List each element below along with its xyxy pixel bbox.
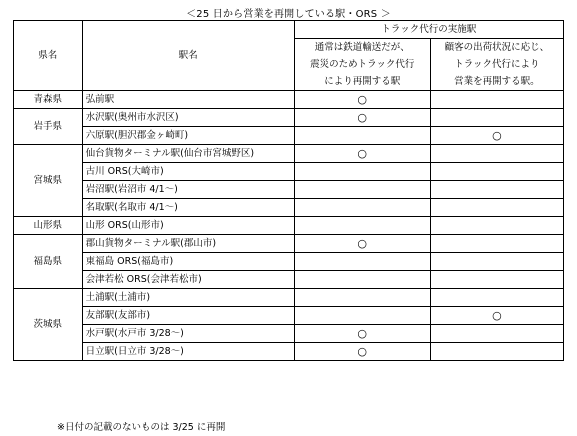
station-name-cell: 仙台貨物ターミナル駅(仙台市宮城野区) <box>82 145 294 163</box>
station-name-cell: 名取駅(名取市 4/1～) <box>82 199 294 217</box>
rail-disaster-mark-cell <box>294 271 430 289</box>
table-row <box>14 163 564 181</box>
table-row <box>14 235 564 253</box>
rail-disaster-mark-cell <box>294 181 430 199</box>
prefecture-cell: 山形県 <box>14 217 83 235</box>
rail-disaster-mark-cell <box>294 253 430 271</box>
rail-disaster-mark-cell: ○ <box>294 109 430 127</box>
rail-disaster-header-line: 通常は鉄道輸送だが、 <box>314 42 410 53</box>
station-table <box>13 20 564 361</box>
rail-disaster-mark-cell <box>294 289 430 307</box>
rail-disaster-header <box>294 39 430 91</box>
station-name-cell: 水戸駅(水戸市 3/28～) <box>82 325 294 343</box>
table-row <box>14 307 564 325</box>
customer-demand-mark-cell <box>430 343 563 361</box>
customer-demand-header <box>430 39 563 91</box>
rail-disaster-header-line: により再開する駅 <box>324 76 401 87</box>
prefecture-header: 県名 <box>14 21 83 91</box>
rail-disaster-mark-cell: ○ <box>294 343 430 361</box>
customer-demand-mark-cell: ○ <box>430 307 563 325</box>
customer-demand-mark-cell <box>430 181 563 199</box>
table-row <box>14 325 564 343</box>
customer-demand-header-line: トラック代行により <box>454 59 540 70</box>
prefecture-cell: 宮城県 <box>14 145 83 217</box>
station-name-cell: 古川 ORS(大崎市) <box>82 163 294 181</box>
station-name-cell: 水沢駅(奥州市水沢区) <box>82 109 294 127</box>
rail-disaster-mark-cell: ○ <box>294 91 430 109</box>
station-table-body <box>14 91 564 361</box>
rail-disaster-mark-cell <box>294 163 430 181</box>
table-row <box>14 181 564 199</box>
page-title: ＜25 日から営業を再開している駅・ORS ＞ <box>186 9 391 20</box>
station-name-cell: 日立駅(日立市 3/28～) <box>82 343 294 361</box>
station-name-cell: 岩沼駅(岩沼市 4/1～) <box>82 181 294 199</box>
customer-demand-mark-cell: ○ <box>430 127 563 145</box>
station-name-cell: 郡山貨物ターミナル駅(郡山市) <box>82 235 294 253</box>
customer-demand-mark-cell <box>430 271 563 289</box>
table-row <box>14 91 564 109</box>
table-row <box>14 199 564 217</box>
table-row <box>14 271 564 289</box>
prefecture-cell: 福島県 <box>14 235 83 289</box>
station-name-cell: 会津若松 ORS(会津若松市) <box>82 271 294 289</box>
customer-demand-header-line: 営業を再開する駅。 <box>454 76 540 87</box>
customer-demand-mark-cell <box>430 199 563 217</box>
table-row <box>14 217 564 235</box>
rail-disaster-mark-cell <box>294 199 430 217</box>
station-name-cell: 山形 ORS(山形市) <box>82 217 294 235</box>
table-row <box>14 343 564 361</box>
customer-demand-mark-cell <box>430 253 563 271</box>
customer-demand-mark-cell <box>430 235 563 253</box>
rail-disaster-header-line: 震災のためトラック代行 <box>310 59 415 70</box>
station-name-cell: 土浦駅(土浦市) <box>82 289 294 307</box>
station-name-cell: 友部駅(友部市) <box>82 307 294 325</box>
station-name-cell: 六原駅(胆沢郡金ヶ崎町) <box>82 127 294 145</box>
table-row <box>14 109 564 127</box>
rail-disaster-mark-cell <box>294 127 430 145</box>
prefecture-cell: 岩手県 <box>14 109 83 145</box>
station-header: 駅名 <box>82 21 294 91</box>
rail-disaster-mark-cell: ○ <box>294 145 430 163</box>
customer-demand-mark-cell <box>430 163 563 181</box>
customer-demand-mark-cell <box>430 289 563 307</box>
station-name-cell: 東福島 ORS(福島市) <box>82 253 294 271</box>
table-row <box>14 289 564 307</box>
table-row <box>14 127 564 145</box>
station-name-cell: 弘前駅 <box>82 91 294 109</box>
customer-demand-mark-cell <box>430 145 563 163</box>
table-row <box>14 253 564 271</box>
customer-demand-mark-cell <box>430 217 563 235</box>
truck-substitute-header: トラック代行の実施駅 <box>294 21 563 39</box>
footnote: ※日付の記載のないものは 3/25 に再開 <box>57 422 226 433</box>
customer-demand-mark-cell <box>430 91 563 109</box>
rail-disaster-mark-cell: ○ <box>294 325 430 343</box>
customer-demand-mark-cell <box>430 325 563 343</box>
prefecture-cell: 青森県 <box>14 91 83 109</box>
customer-demand-mark-cell <box>430 109 563 127</box>
prefecture-cell: 茨城県 <box>14 289 83 361</box>
table-row <box>14 145 564 163</box>
rail-disaster-mark-cell <box>294 217 430 235</box>
customer-demand-header-line: 顧客の出荷状況に応じ、 <box>444 42 550 53</box>
rail-disaster-mark-cell: ○ <box>294 235 430 253</box>
rail-disaster-mark-cell <box>294 307 430 325</box>
